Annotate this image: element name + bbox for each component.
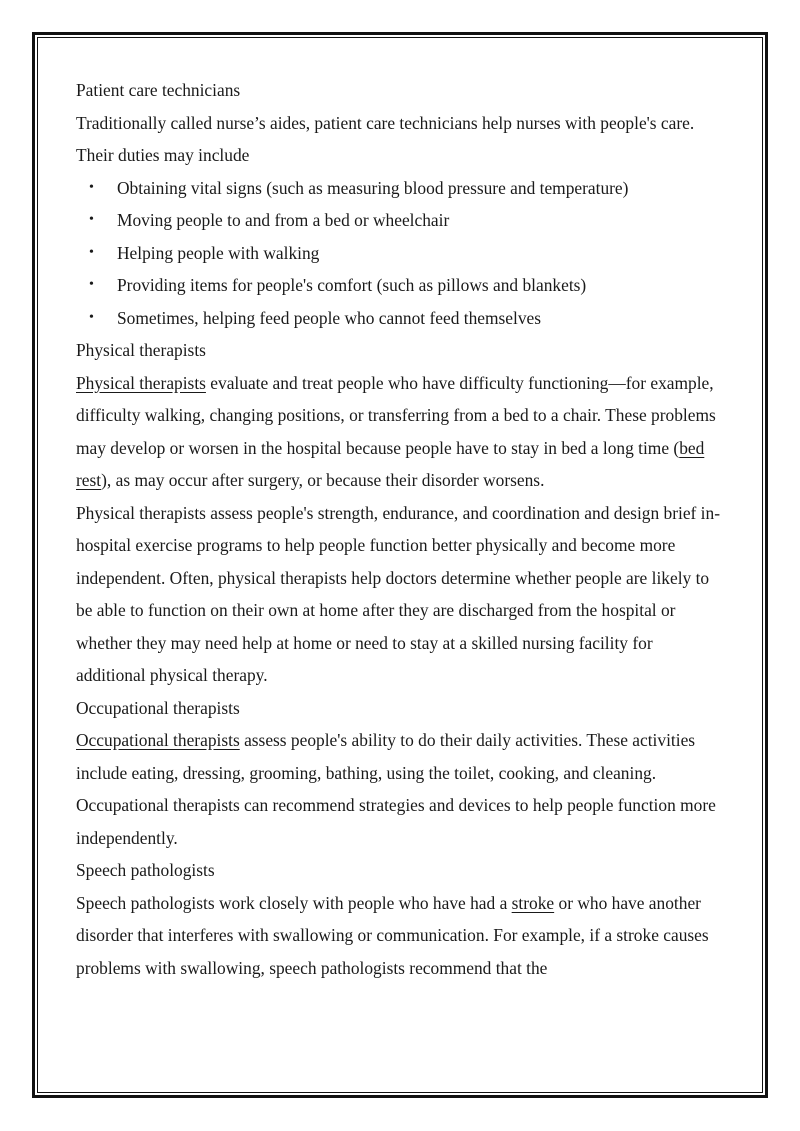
patient-care-intro: Traditionally called nurse’s aides, patient care technicians help nurses with people's care. Their duties may include: [76, 112, 695, 165]
list-item: [76, 172, 726, 205]
occupational-therapists-paragraph-1: [76, 724, 726, 789]
section-heading-occupational-therapists: Occupational therapists: [76, 697, 240, 718]
paragraph-text: or who have another disorder that interferes with swallowing or communication. For example, if a stroke causes problems with swallowing, speech pathologists recommend that the: [76, 892, 709, 978]
bullet-icon: •: [89, 309, 94, 325]
paragraph-text: ), as may occur after surgery, or because their disorder worsens.: [101, 470, 545, 490]
list-item-text: Helping people with walking: [117, 242, 320, 263]
section-heading-speech-pathologists: Speech pathologists: [76, 860, 215, 880]
list-item-text: Sometimes, helping feed people who cannot feed themselves: [117, 307, 542, 328]
occupational-therapists-link[interactable]: Occupational therapists: [76, 730, 240, 750]
list-item: [76, 204, 726, 237]
paragraph-text: evaluate and treat people who have difficulty functioning—for example, difficulty walking, changing positions, or transferring from a bed to a chair. These problems may develop or worsen in the hospital because people have to stay in bed a long time (: [76, 372, 716, 458]
physical-therapists-paragraph-1: [76, 367, 726, 497]
bullet-icon: •: [89, 277, 94, 292]
document-body: [76, 74, 726, 984]
list-item-text: Moving people to and from a bed or wheelchair: [117, 210, 450, 230]
list-item-text: Obtaining vital signs (such as measuring blood pressure and temperature): [117, 177, 629, 198]
list-item: [76, 269, 726, 302]
stroke-link[interactable]: stroke: [511, 892, 555, 913]
paragraph-text: assess people's ability to do their daily activities. These activities include eating, dressing, grooming, bathing, using the toilet, cooking, and cleaning.: [76, 730, 696, 783]
duties-list: [76, 172, 726, 335]
occupational-therapists-paragraph-2: Occupational therapists can recommend strategies and devices to help people function more independently.: [76, 795, 716, 848]
speech-pathologists-paragraph-1: [76, 887, 726, 985]
bullet-icon: •: [89, 244, 94, 260]
list-item: [76, 237, 726, 270]
list-item: [76, 302, 726, 335]
bullet-icon: •: [89, 179, 94, 195]
paragraph-text: Speech pathologists work closely with people who have had a: [76, 892, 512, 913]
list-item-text: Providing items for people's comfort (such as pillows and blankets): [117, 275, 587, 295]
section-heading-physical-therapists: Physical therapists: [76, 340, 206, 360]
physical-therapists-link[interactable]: Physical therapists: [76, 372, 206, 393]
bullet-icon: •: [89, 212, 94, 227]
physical-therapists-paragraph-2: Physical therapists assess people's strength, endurance, and coordination and design brief in-hospital exercise programs to help people function better physically and become more independent. Often, physical therapists help doctors determine whether people are likely to be able to function on their own at home after they are discharged from the hospital or whether they may need help at home or need to stay at a skilled nursing facility for additional physical therapy.: [76, 502, 721, 685]
bed-rest-link[interactable]: bed rest: [76, 437, 705, 490]
section-heading-patient-care: Patient care technicians: [76, 80, 241, 100]
